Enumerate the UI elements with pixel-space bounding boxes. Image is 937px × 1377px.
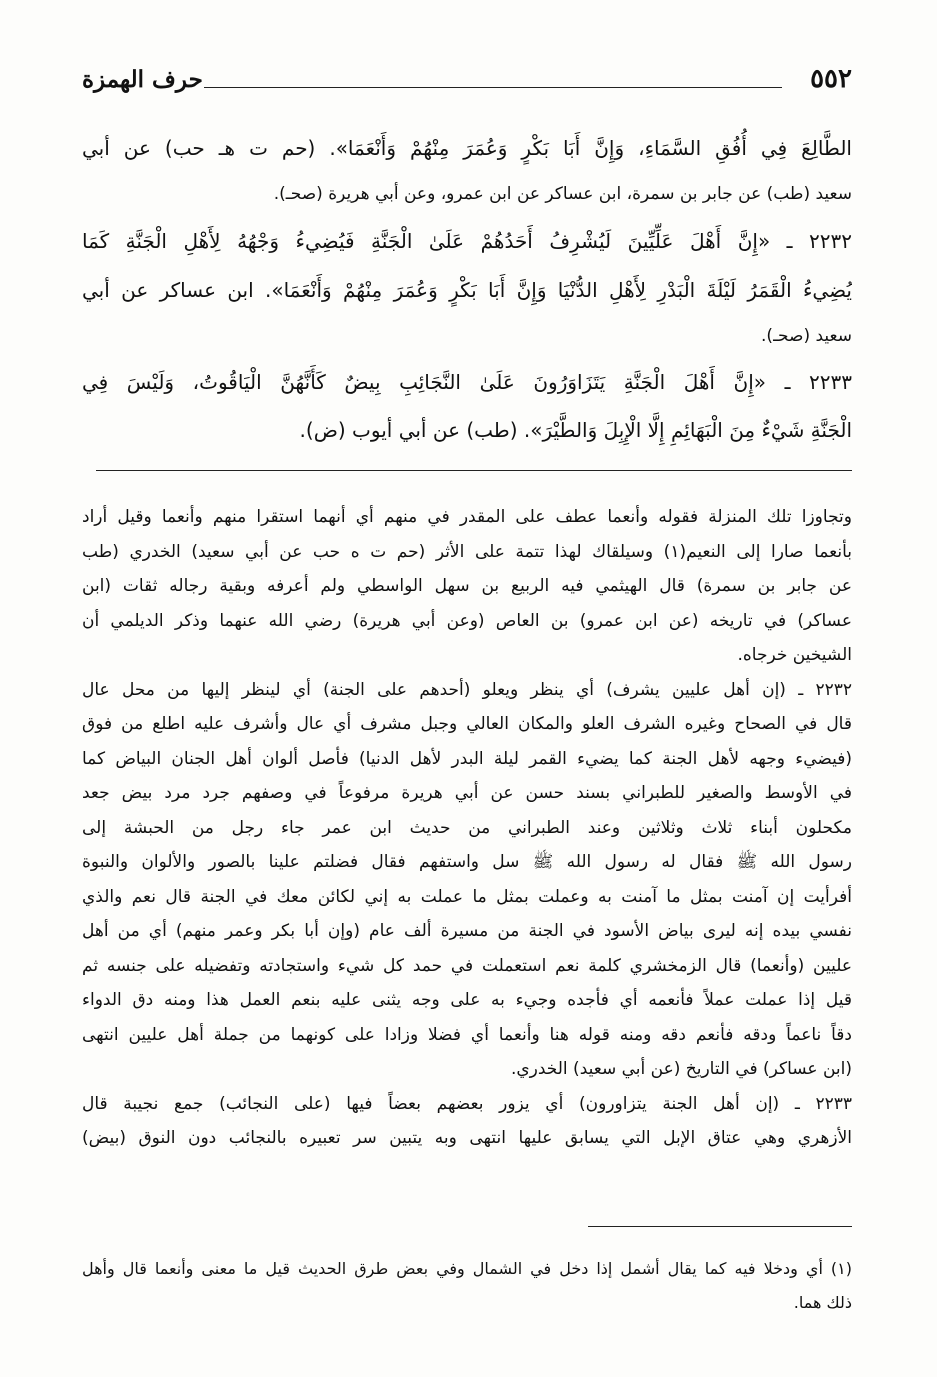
page-header xyxy=(82,64,852,104)
hadith-line: ٢٢٣٣ ـ «إِنَّ أَهْلَ الْجَنَّةِ يَتَزَاوَرُونَ عَلَىٰ النَّجَائِبِ بِيضٌ كَأَنَّهُنَّ الْيَاقُوتُ، وَلَيْسَ فِي xyxy=(82,370,852,394)
commentary-line: الشيخين خرجاه. xyxy=(737,645,852,665)
commentary-line: ٢٢٣٢ ـ (إن أهل عليين يشرف) أي ينظر ويعلو (أحدهم على الجنة) أي لينظر إليها من محل عال xyxy=(82,679,852,700)
commentary-line: قال في الصحاح وغيره الشرف العلو والمكان العالي وجبل مشرف أي عال وأشرف عليه اطلع من فوق xyxy=(82,714,852,734)
commentary-line: رسول الله ﷺ فقال له رسول الله ﷺ سل واستفهم فقال فضلتم علينا بالصور والألوان والنبوة xyxy=(82,852,852,872)
commentary-line: دقاً ناعماً ودقه فأنعم دقه ومنه قوله هنا وأنعما أي فضلا وزادا على كونهما من جملة أهل عليين انتهى xyxy=(82,1024,852,1045)
commentary-line: بأنعما صارا إلى النعيم(١) وسيلقاك لهذا تتمة على الأثر (حم ت ه حب عن أبي سعيد) الخدري (طب xyxy=(82,541,852,562)
chapter-title: حرف الهمزة xyxy=(82,66,203,93)
commentary-line: عليين (وأنعما) قال الزمخشري كلمة نعم استعملت في حمد كل شيء واستجادته وتفضيله على جنسه ثم xyxy=(82,955,852,976)
hadith-line: يُضِيءُ الْقَمَرُ لَيْلَةَ الْبَدْرِ لِأَهْلِ الدُّنْيَا وَإِنَّ أَبَا بَكْرٍ وَعُمَرَ مِنْهُمْ وَأَنْعَمَا». ابن عساكر عن أبي xyxy=(82,278,852,302)
commentary-line: عن جابر بن سمرة) قال الهيثمي فيه الربيع بن سهل الواسطي ولم أعرفه وبقية رجاله ثقات (ابن xyxy=(82,576,852,596)
commentary-line: مكحلون أبناء ثلاث وثلاثين وعند الطبراني من حديث ابن عمر جاء رجل من الحبشة إلى xyxy=(82,817,852,838)
hadith-line: الطَّالِعَ فِي أُفُقِ السَّمَاءِ، وَإِنَّ أَبَا بَكْرٍ وَعُمَرَ مِنْهُمْ وَأَنْعَمَا». (حم ت هـ حب) عن أبي xyxy=(82,136,852,160)
commentary-text xyxy=(82,500,852,1156)
hadith-line: سعيد (طب) عن جابر بن سمرة، ابن عساكر عن ابن عمرو، وعن أبي هريرة (صحـ). xyxy=(273,184,852,204)
commentary-line: في الأوسط والصغير للطبراني بسند حسن عن أبي هريرة مرفوعاً في وصفهم جرد مرد بيض جعد xyxy=(82,783,852,803)
footnote-divider xyxy=(588,1226,852,1227)
hadith-text xyxy=(82,124,852,454)
page-number: ٥٥٢ xyxy=(810,64,852,94)
footnote-line: ذلك هما. xyxy=(793,1293,852,1312)
commentary-line: (ابن عساكر) في التاريخ (عن أبي سعيد) الخدري. xyxy=(510,1059,852,1079)
hadith-line: الْجَنَّةِ شَيْءٌ مِنَ الْبَهَائِمِ إِلَّا الْإِبِلَ وَالطَّيْرَ». (طب) عن أبي أيوب (ض). xyxy=(299,418,852,442)
commentary-line: ٢٢٣٣ ـ (إن أهل الجنة يتزاورون) أي يزور بعضهم بعضاً فيها (على النجائب) جمع نجيبة قال xyxy=(82,1093,852,1114)
commentary-line: قيل إذا عملت عملاً فأنعمه أي فأجده وجيء به على وجه يثنى عليه بنعم العمل هذا ومنه دق الدواء xyxy=(82,990,852,1010)
commentary-line: عساكر) في تاريخه (عن ابن عمرو) بن العاص (وعن أبي هريرة) رضي الله عنهما وذكر الديلمي أن xyxy=(82,610,852,631)
commentary-line: وتجاوزا تلك المنزلة فقوله وأنعما عطف على المقدر في منهم أي أنهما استقرا منهم وأنعما وقيل أراد xyxy=(82,507,852,527)
header-rule xyxy=(204,87,782,88)
footnote-line: (١) أي ودخلا فيه كما يقال أشمل إذا دخل في الشمال وفي بعض طرق الحديث قيل ما معنى وأنعما قال وأهل xyxy=(82,1259,852,1278)
commentary-line: (فيضيء وجهه لأهل الجنة كما يضيء القمر ليلة البدر لأهل الدنيا) فأصل ألوان أهل الجنان البياض كما xyxy=(82,748,852,769)
commentary-line: الأزهري وهي عتاق الإبل التي يسابق عليها انتهى وبه يتبين سر تعبيره بالنجائب دون النوق (بيض) xyxy=(82,1128,852,1148)
footnote xyxy=(82,1252,852,1320)
commentary-line: نفسي بيده إنه ليرى بياض الأسود في الجنة من مسيرة ألف عام (وإن أبا بكر وعمر منهم) أي من أهل xyxy=(82,921,852,941)
hadith-line: ٢٢٣٢ ـ «إِنَّ أَهْلَ عَلِّيِّينَ لَيُشْرِفُ أَحَدُهُمْ عَلَىٰ الْجَنَّةِ فَيُضِيءُ وَجْهُهُ لِأَهْلِ الْجَنَّةِ كَمَا xyxy=(82,229,852,253)
hadith-line: سعيد (صحـ). xyxy=(761,326,852,346)
section-divider xyxy=(96,470,852,471)
commentary-line: أفرأيت إن آمنت بمثل ما آمنت به وعملت بمثل ما عملت به إني لكائن معك في الجنة قال نعم والذي xyxy=(82,886,852,907)
